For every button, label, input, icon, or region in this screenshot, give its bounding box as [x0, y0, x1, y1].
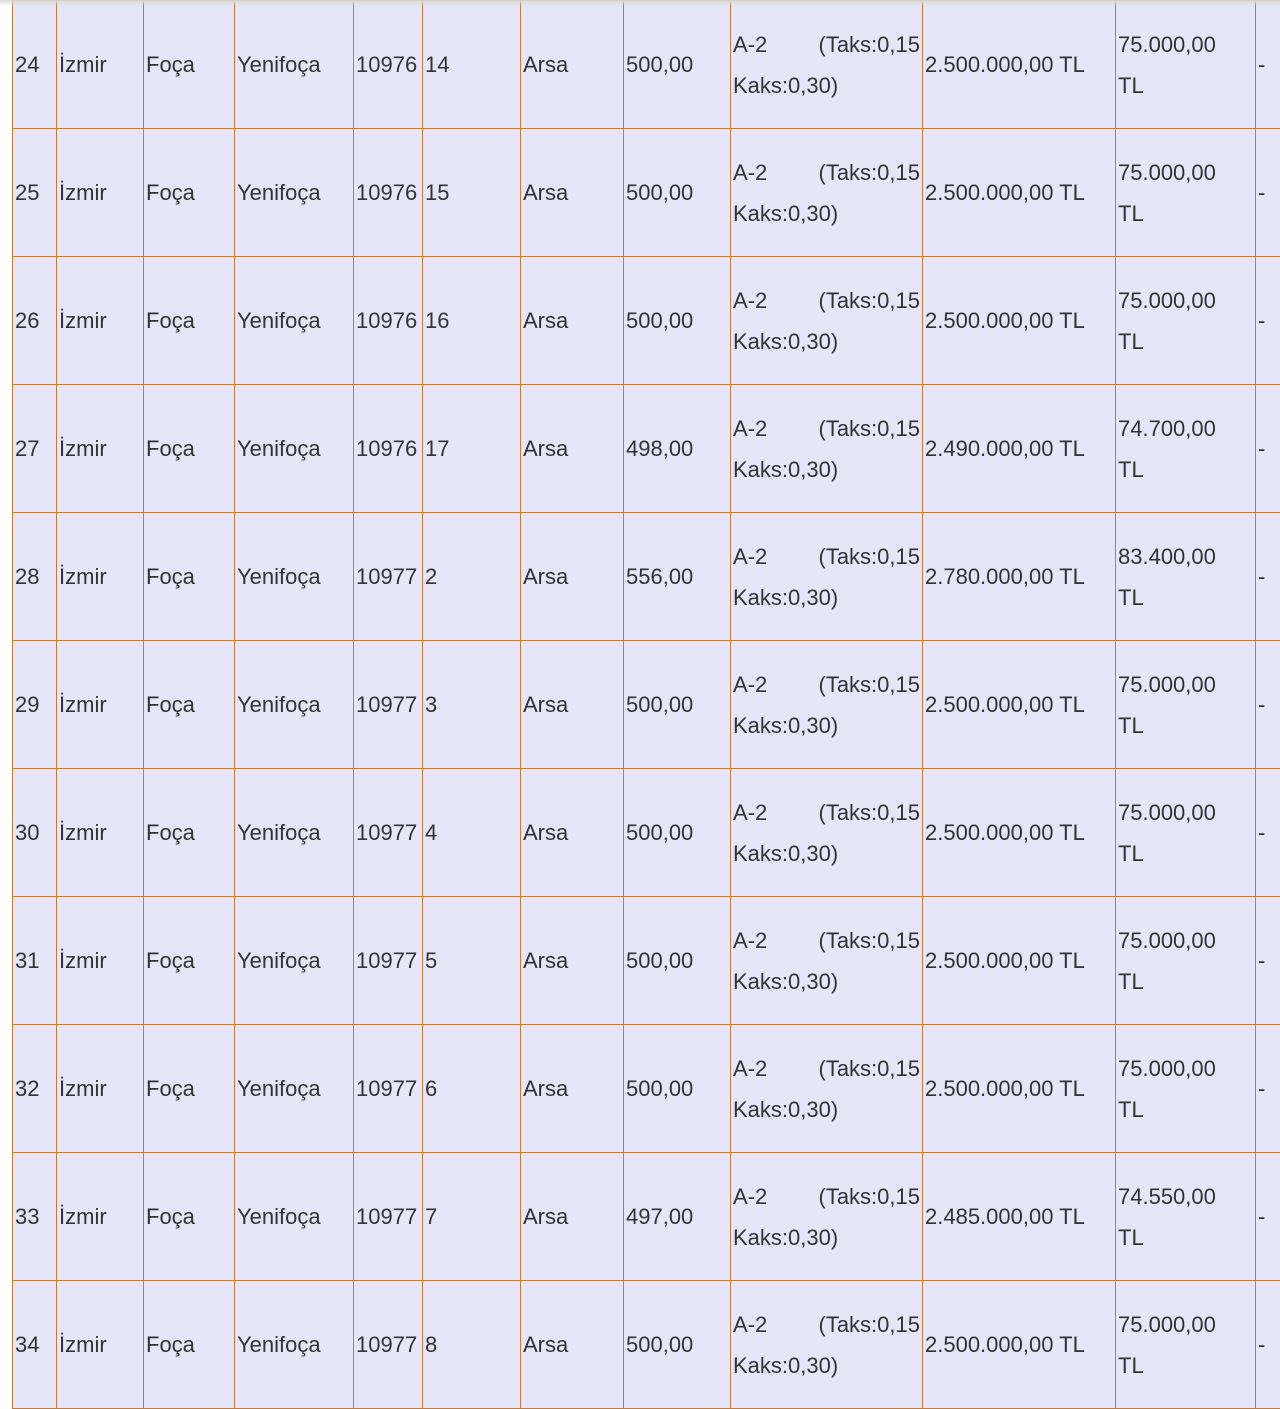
- extra-cell: -: [1256, 1153, 1280, 1281]
- ada-cell: 10976: [354, 257, 423, 385]
- city-cell: İzmir: [57, 641, 144, 769]
- deposit-unit: TL: [1118, 321, 1255, 362]
- zoning-kaks: Kaks:0,30): [733, 577, 922, 618]
- zoning-taks: (Taks:0,15: [819, 280, 921, 321]
- zoning-taks: (Taks:0,15: [819, 792, 921, 833]
- neighborhood-cell: Yenifoça: [235, 769, 354, 897]
- zoning-taks: (Taks:0,15: [819, 408, 921, 449]
- district-cell: Foça: [144, 897, 235, 1025]
- area-cell: 500,00: [624, 257, 731, 385]
- district-cell: Foça: [144, 1281, 235, 1409]
- deposit-cell: [1116, 897, 1256, 1025]
- deposit-cell: [1116, 1153, 1256, 1281]
- ada-cell: 10976: [354, 1, 423, 129]
- row-number-cell: 28: [13, 513, 57, 641]
- zoning-kaks: Kaks:0,30): [733, 833, 922, 874]
- neighborhood-cell: Yenifoça: [235, 1, 354, 129]
- city-cell: İzmir: [57, 897, 144, 1025]
- deposit-unit: TL: [1118, 1345, 1255, 1386]
- deposit-amount: 75.000,00: [1118, 1304, 1255, 1345]
- row-number-cell: 33: [13, 1153, 57, 1281]
- row-number-cell: 27: [13, 385, 57, 513]
- table-row: [13, 641, 1280, 769]
- zoning-kaks: Kaks:0,30): [733, 193, 922, 234]
- city-cell: İzmir: [57, 513, 144, 641]
- neighborhood-cell: Yenifoça: [235, 1025, 354, 1153]
- table-row: [13, 1, 1280, 129]
- city-cell: İzmir: [57, 1281, 144, 1409]
- deposit-amount: 75.000,00: [1118, 920, 1255, 961]
- zoning-taks: (Taks:0,15: [819, 664, 921, 705]
- price-cell: 2.500.000,00 TL: [923, 1025, 1116, 1153]
- property-type-cell: Arsa: [521, 1153, 624, 1281]
- table-row: [13, 129, 1280, 257]
- zoning-kaks: Kaks:0,30): [733, 1089, 922, 1130]
- zoning-kaks: Kaks:0,30): [733, 705, 922, 746]
- zoning-class: A-2: [733, 536, 767, 577]
- deposit-cell: [1116, 1281, 1256, 1409]
- parsel-cell: 4: [423, 769, 521, 897]
- zoning-taks: (Taks:0,15: [819, 1176, 921, 1217]
- city-cell: İzmir: [57, 769, 144, 897]
- area-cell: 500,00: [624, 769, 731, 897]
- deposit-amount: 75.000,00: [1118, 792, 1255, 833]
- row-number-cell: 24: [13, 1, 57, 129]
- district-cell: Foça: [144, 257, 235, 385]
- city-cell: İzmir: [57, 385, 144, 513]
- neighborhood-cell: Yenifoça: [235, 897, 354, 1025]
- zoning-cell: [731, 513, 923, 641]
- table-row: [13, 1281, 1280, 1409]
- price-cell: 2.490.000,00 TL: [923, 385, 1116, 513]
- zoning-cell: [731, 1281, 923, 1409]
- deposit-unit: TL: [1118, 1089, 1255, 1130]
- district-cell: Foça: [144, 769, 235, 897]
- zoning-kaks: Kaks:0,30): [733, 1217, 922, 1258]
- zoning-kaks: Kaks:0,30): [733, 961, 922, 1002]
- price-cell: 2.500.000,00 TL: [923, 897, 1116, 1025]
- deposit-amount: 83.400,00: [1118, 536, 1255, 577]
- ada-cell: 10976: [354, 385, 423, 513]
- page-top-shadow: [0, 0, 1280, 6]
- city-cell: İzmir: [57, 129, 144, 257]
- table-row: [13, 513, 1280, 641]
- deposit-unit: TL: [1118, 961, 1255, 1002]
- price-cell: 2.500.000,00 TL: [923, 1, 1116, 129]
- deposit-cell: [1116, 385, 1256, 513]
- district-cell: Foça: [144, 1, 235, 129]
- price-cell: 2.485.000,00 TL: [923, 1153, 1116, 1281]
- property-type-cell: Arsa: [521, 769, 624, 897]
- ada-cell: 10977: [354, 641, 423, 769]
- deposit-amount: 75.000,00: [1118, 664, 1255, 705]
- extra-cell: -: [1256, 897, 1280, 1025]
- property-type-cell: Arsa: [521, 1025, 624, 1153]
- deposit-unit: TL: [1118, 1217, 1255, 1258]
- zoning-class: A-2: [733, 280, 767, 321]
- area-cell: 500,00: [624, 129, 731, 257]
- zoning-class: A-2: [733, 1048, 767, 1089]
- parsel-cell: 16: [423, 257, 521, 385]
- deposit-unit: TL: [1118, 705, 1255, 746]
- property-type-cell: Arsa: [521, 1281, 624, 1409]
- parsel-cell: 14: [423, 1, 521, 129]
- extra-cell: -: [1256, 1, 1280, 129]
- ada-cell: 10977: [354, 1153, 423, 1281]
- zoning-cell: [731, 769, 923, 897]
- neighborhood-cell: Yenifoça: [235, 257, 354, 385]
- zoning-taks: (Taks:0,15: [819, 1304, 921, 1345]
- parsel-cell: 17: [423, 385, 521, 513]
- parsel-cell: 8: [423, 1281, 521, 1409]
- table-row: [13, 1153, 1280, 1281]
- neighborhood-cell: Yenifoça: [235, 1281, 354, 1409]
- table-row: [13, 897, 1280, 1025]
- deposit-cell: [1116, 769, 1256, 897]
- zoning-taks: (Taks:0,15: [819, 920, 921, 961]
- neighborhood-cell: Yenifoça: [235, 641, 354, 769]
- deposit-cell: [1116, 1, 1256, 129]
- deposit-unit: TL: [1118, 449, 1255, 490]
- extra-cell: -: [1256, 1025, 1280, 1153]
- area-cell: 500,00: [624, 1025, 731, 1153]
- zoning-cell: [731, 1, 923, 129]
- extra-cell: -: [1256, 1281, 1280, 1409]
- parsel-cell: 6: [423, 1025, 521, 1153]
- district-cell: Foça: [144, 385, 235, 513]
- parsel-cell: 7: [423, 1153, 521, 1281]
- table-row: [13, 385, 1280, 513]
- row-number-cell: 30: [13, 769, 57, 897]
- zoning-class: A-2: [733, 24, 767, 65]
- neighborhood-cell: Yenifoça: [235, 129, 354, 257]
- deposit-amount: 75.000,00: [1118, 24, 1255, 65]
- area-cell: 500,00: [624, 641, 731, 769]
- zoning-cell: [731, 897, 923, 1025]
- row-number-cell: 34: [13, 1281, 57, 1409]
- neighborhood-cell: Yenifoça: [235, 385, 354, 513]
- district-cell: Foça: [144, 513, 235, 641]
- extra-cell: -: [1256, 769, 1280, 897]
- row-number-cell: 29: [13, 641, 57, 769]
- zoning-cell: [731, 257, 923, 385]
- extra-cell: -: [1256, 641, 1280, 769]
- area-cell: 500,00: [624, 1281, 731, 1409]
- property-type-cell: Arsa: [521, 897, 624, 1025]
- deposit-amount: 75.000,00: [1118, 280, 1255, 321]
- price-cell: 2.780.000,00 TL: [923, 513, 1116, 641]
- area-cell: 500,00: [624, 1, 731, 129]
- row-number-cell: 26: [13, 257, 57, 385]
- area-cell: 500,00: [624, 897, 731, 1025]
- ada-cell: 10977: [354, 769, 423, 897]
- property-type-cell: Arsa: [521, 641, 624, 769]
- zoning-class: A-2: [733, 408, 767, 449]
- parsel-cell: 15: [423, 129, 521, 257]
- district-cell: Foça: [144, 641, 235, 769]
- city-cell: İzmir: [57, 1025, 144, 1153]
- deposit-unit: TL: [1118, 833, 1255, 874]
- property-listing-table: [12, 0, 1280, 1409]
- table-row: [13, 769, 1280, 897]
- deposit-amount: 75.000,00: [1118, 1048, 1255, 1089]
- extra-cell: -: [1256, 513, 1280, 641]
- area-cell: 556,00: [624, 513, 731, 641]
- zoning-cell: [731, 129, 923, 257]
- zoning-kaks: Kaks:0,30): [733, 321, 922, 362]
- deposit-amount: 74.550,00: [1118, 1176, 1255, 1217]
- deposit-cell: [1116, 257, 1256, 385]
- table-row: [13, 1025, 1280, 1153]
- price-cell: 2.500.000,00 TL: [923, 769, 1116, 897]
- price-cell: 2.500.000,00 TL: [923, 641, 1116, 769]
- ada-cell: 10977: [354, 1281, 423, 1409]
- zoning-kaks: Kaks:0,30): [733, 1345, 922, 1386]
- deposit-cell: [1116, 513, 1256, 641]
- property-type-cell: Arsa: [521, 129, 624, 257]
- deposit-unit: TL: [1118, 577, 1255, 618]
- city-cell: İzmir: [57, 257, 144, 385]
- zoning-class: A-2: [733, 664, 767, 705]
- ada-cell: 10977: [354, 897, 423, 1025]
- zoning-cell: [731, 1025, 923, 1153]
- zoning-class: A-2: [733, 1304, 767, 1345]
- zoning-class: A-2: [733, 1176, 767, 1217]
- district-cell: Foça: [144, 129, 235, 257]
- neighborhood-cell: Yenifoça: [235, 1153, 354, 1281]
- ada-cell: 10976: [354, 129, 423, 257]
- area-cell: 498,00: [624, 385, 731, 513]
- property-type-cell: Arsa: [521, 1, 624, 129]
- deposit-amount: 74.700,00: [1118, 408, 1255, 449]
- city-cell: İzmir: [57, 1, 144, 129]
- zoning-taks: (Taks:0,15: [819, 536, 921, 577]
- row-number-cell: 32: [13, 1025, 57, 1153]
- price-cell: 2.500.000,00 TL: [923, 129, 1116, 257]
- city-cell: İzmir: [57, 1153, 144, 1281]
- table-body: [13, 1, 1280, 1409]
- deposit-unit: TL: [1118, 65, 1255, 106]
- deposit-amount: 75.000,00: [1118, 152, 1255, 193]
- district-cell: Foça: [144, 1025, 235, 1153]
- deposit-cell: [1116, 1025, 1256, 1153]
- parsel-cell: 5: [423, 897, 521, 1025]
- zoning-class: A-2: [733, 920, 767, 961]
- area-cell: 497,00: [624, 1153, 731, 1281]
- parsel-cell: 2: [423, 513, 521, 641]
- zoning-taks: (Taks:0,15: [819, 24, 921, 65]
- extra-cell: -: [1256, 257, 1280, 385]
- zoning-cell: [731, 385, 923, 513]
- ada-cell: 10977: [354, 513, 423, 641]
- property-type-cell: Arsa: [521, 257, 624, 385]
- zoning-kaks: Kaks:0,30): [733, 449, 922, 490]
- parsel-cell: 3: [423, 641, 521, 769]
- deposit-unit: TL: [1118, 193, 1255, 234]
- extra-cell: -: [1256, 385, 1280, 513]
- property-type-cell: Arsa: [521, 385, 624, 513]
- extra-cell: -: [1256, 129, 1280, 257]
- ada-cell: 10977: [354, 1025, 423, 1153]
- price-cell: 2.500.000,00 TL: [923, 1281, 1116, 1409]
- price-cell: 2.500.000,00 TL: [923, 257, 1116, 385]
- zoning-taks: (Taks:0,15: [819, 1048, 921, 1089]
- neighborhood-cell: Yenifoça: [235, 513, 354, 641]
- row-number-cell: 31: [13, 897, 57, 1025]
- property-type-cell: Arsa: [521, 513, 624, 641]
- zoning-taks: (Taks:0,15: [819, 152, 921, 193]
- zoning-cell: [731, 641, 923, 769]
- deposit-cell: [1116, 129, 1256, 257]
- zoning-kaks: Kaks:0,30): [733, 65, 922, 106]
- row-number-cell: 25: [13, 129, 57, 257]
- table-row: [13, 257, 1280, 385]
- district-cell: Foça: [144, 1153, 235, 1281]
- deposit-cell: [1116, 641, 1256, 769]
- zoning-class: A-2: [733, 152, 767, 193]
- zoning-cell: [731, 1153, 923, 1281]
- zoning-class: A-2: [733, 792, 767, 833]
